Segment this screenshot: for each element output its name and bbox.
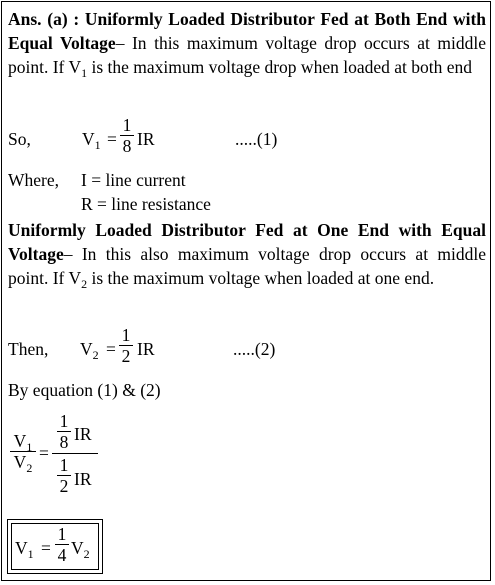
answer-document bbox=[1, 1, 491, 581]
where-line-current: I = line current bbox=[81, 170, 186, 190]
eq1-prefix: So, bbox=[8, 129, 31, 149]
result-box-inner bbox=[11, 523, 99, 570]
subscript-2: 2 bbox=[81, 277, 88, 291]
paragraph-one-end-text-b: is the maximum voltage when loaded at one end. bbox=[87, 268, 435, 288]
ratio-rhs-main-bar bbox=[52, 453, 98, 454]
result-equals: = bbox=[41, 538, 51, 558]
ratio-rhs-bottom-tail: IR bbox=[74, 469, 92, 489]
result-box bbox=[7, 519, 103, 574]
ratio-rhs-compound-fraction bbox=[52, 411, 98, 496]
eq1-equals: = bbox=[107, 129, 117, 149]
paragraph-both-end bbox=[8, 7, 486, 79]
heading-one-end: Uniformly Loaded Distributor Fed at One End with Equal Voltage bbox=[8, 220, 486, 264]
paragraph-both-end-text-b: is the maximum voltage drop when loaded at both end bbox=[87, 57, 472, 77]
where-label: Where, bbox=[8, 170, 60, 190]
subscript-1: 1 bbox=[81, 66, 88, 80]
ratio-lhs-fraction bbox=[10, 431, 36, 475]
eq2-tag: .....(2) bbox=[233, 339, 276, 359]
ratio-lhs-denominator: $V_2$ bbox=[13, 452, 33, 475]
eq1-numerator: 1 bbox=[122, 115, 132, 135]
eq2-fraction bbox=[119, 326, 133, 365]
eq2-tail: IR bbox=[137, 339, 155, 359]
ratio-rhs-top-fraction: 1 8 bbox=[57, 412, 71, 451]
eq1-denominator: 8 bbox=[122, 136, 132, 156]
eq1-fraction bbox=[120, 116, 134, 155]
eq2-lhs: $V_2$ bbox=[80, 339, 99, 362]
ratio-rhs-bottom-fraction: 1 2 bbox=[57, 456, 71, 495]
result-numerator: 1 bbox=[57, 524, 67, 544]
result-lhs: $V_1$ bbox=[15, 538, 34, 561]
ratio-rhs-top-tail: IR bbox=[74, 424, 92, 444]
paragraph-both-end-text-a: – In this maximum voltage drop occurs at middle point. If V bbox=[8, 33, 486, 77]
by-equation-text: By equation (1) & (2) bbox=[8, 380, 161, 400]
paragraph-one-end-text-a: – In this also maximum voltage drop occurs at middle point. If V bbox=[8, 244, 486, 288]
result-denominator: 4 bbox=[57, 545, 67, 565]
where-line-resistance: R = line resistance bbox=[81, 194, 211, 214]
eq1-tag: .....(1) bbox=[235, 129, 278, 149]
paragraph-one-end bbox=[8, 218, 486, 290]
ratio-equals: = bbox=[39, 443, 49, 463]
eq2-denominator: 2 bbox=[121, 346, 131, 366]
result-fraction bbox=[55, 525, 69, 564]
eq1-tail: IR bbox=[137, 129, 155, 149]
result-tail: $V_2$ bbox=[71, 538, 90, 561]
eq2-numerator: 1 bbox=[121, 325, 131, 345]
eq1-lhs: $V_1$ bbox=[82, 129, 101, 152]
eq2-equals: = bbox=[106, 339, 116, 359]
ratio-lhs-numerator: $V_1$ bbox=[13, 431, 33, 454]
heading-both-end: Ans. (a) : Uniformly Loaded Distributor Fed at Both End with Equal Voltage bbox=[8, 9, 486, 53]
eq2-prefix: Then, bbox=[8, 339, 49, 359]
